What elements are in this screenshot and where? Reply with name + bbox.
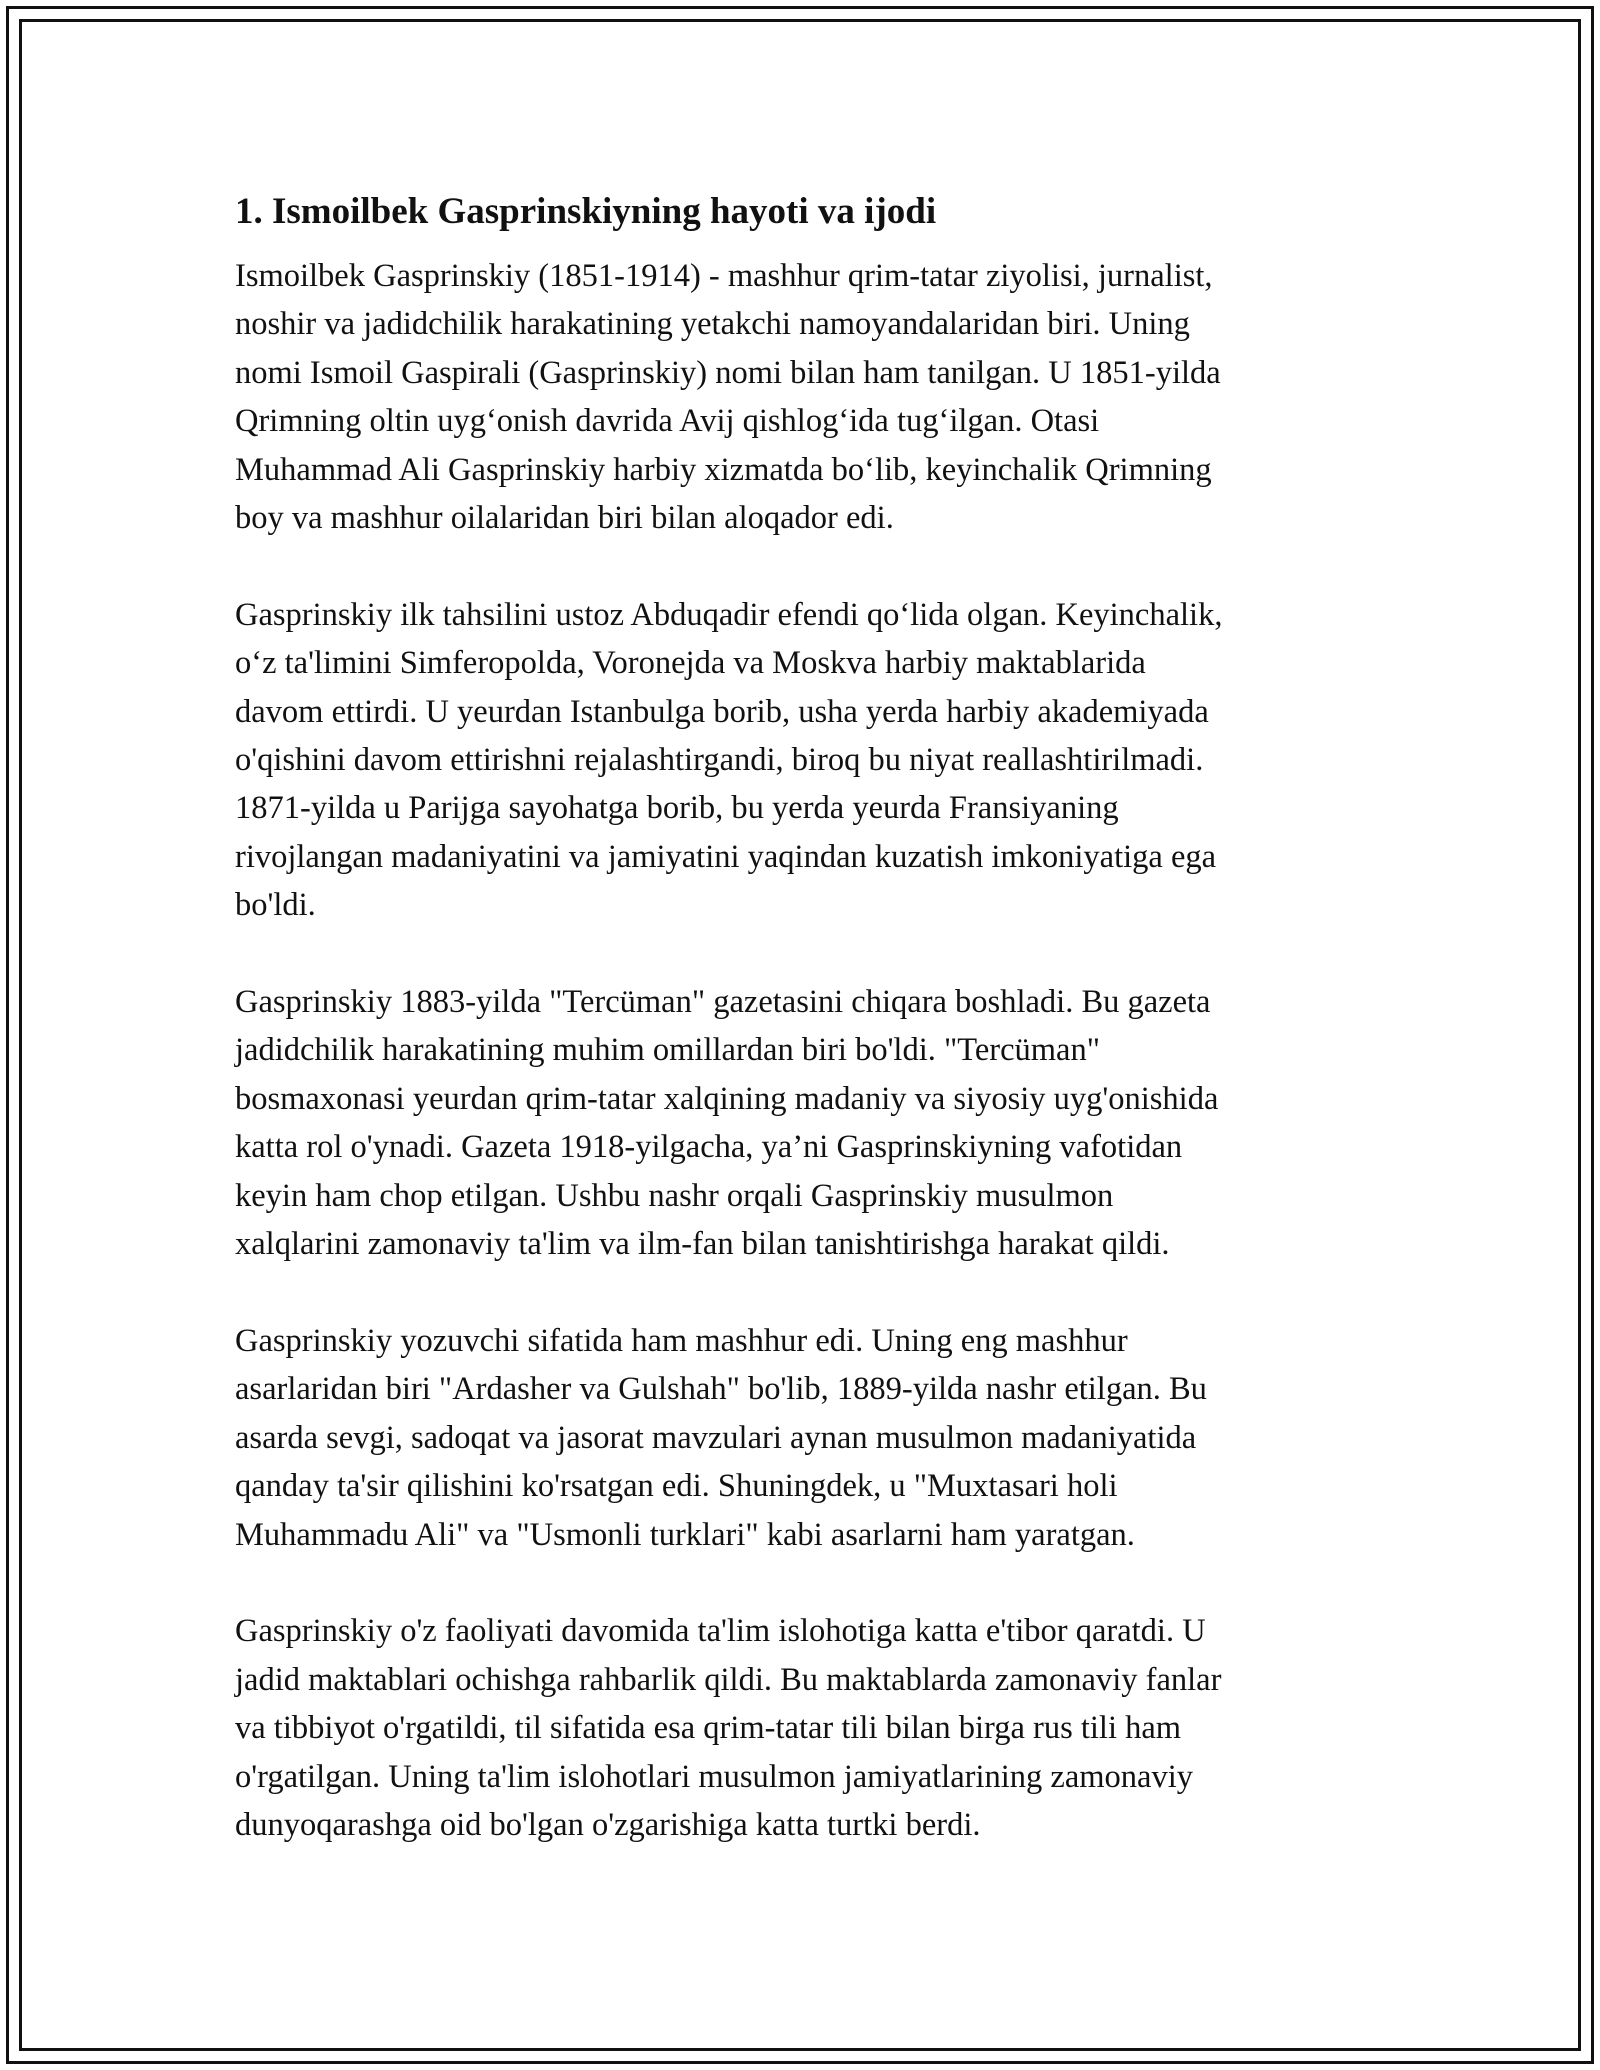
text-line: Gasprinskiy yozuvchi sifatida ham mashhur edi. Uning eng mashhur: [235, 1322, 1128, 1359]
text-line: rivojlangan madaniyatini va jamiyatini yaqindan kuzatish imkoniyatiga ega: [235, 838, 1217, 875]
paragraph-4: [235, 1317, 1355, 1559]
text-line: o‘z ta'limini Simferopolda, Voronejda va Moskva harbiy maktablarida: [235, 645, 1146, 682]
text-line: Muhammad Ali Gasprinskiy harbiy xizmatda bo‘lib, keyinchalik Qrimning: [235, 451, 1212, 488]
text-line: bo'ldi.: [235, 887, 316, 924]
text-line: boy va mashhur oilalaridan biri bilan aloqador edi.: [235, 500, 894, 537]
paragraph-2: [235, 591, 1355, 930]
text-line: va tibbiyot o'rgatildi, til sifatida esa qrim-tatar tili bilan birga rus tili ham: [235, 1710, 1182, 1747]
text-line: Gasprinskiy ilk tahsilini ustoz Abduqadir efendi qo‘lida olgan. Keyinchalik,: [235, 596, 1223, 633]
text-line: asarlaridan biri "Ardasher va Gulshah" bo'lib, 1889-yilda nashr etilgan. Bu: [235, 1371, 1207, 1408]
text-line: 1871-yilda u Parijga sayohatga borib, bu yerda yeurda Fransiyaning: [235, 790, 1119, 827]
text-line: jadid maktablari ochishga rahbarlik qildi. Bu maktablarda zamonaviy fanlar: [235, 1661, 1222, 1698]
text-line: asarda sevgi, sadoqat va jasorat mavzulari aynan musulmon madaniyatida: [235, 1419, 1197, 1456]
paragraph-5: [235, 1607, 1355, 1849]
text-line: bosmaxonasi yeurdan qrim-tatar xalqining madaniy va siyosiy uyg'onishida: [235, 1080, 1219, 1117]
document-title: 1. Ismoilbek Gasprinskiyning hayoti va ijodi: [235, 191, 937, 232]
text-line: nomi Ismoil Gaspirali (Gasprinskiy) nomi bilan ham tanilgan. U 1851-yilda: [235, 354, 1221, 391]
document-body: [235, 188, 1355, 1898]
text-line: Muhammadu Ali" va "Usmonli turklari" kabi asarlarni ham yaratgan.: [235, 1516, 1135, 1553]
text-line: Qrimning oltin uyg‘onish davrida Avij qishlog‘ida tug‘ilgan. Otasi: [235, 403, 1100, 440]
text-line: noshir va jadidchilik harakatining yetakchi namoyandalaridan biri. Uning: [235, 306, 1190, 343]
text-line: katta rol o'ynadi. Gazeta 1918-yilgacha, ya’ni Gasprinskiyning vafotidan: [235, 1129, 1183, 1166]
text-line: xalqlarini zamonaviy ta'lim va ilm-fan bilan tanishtirishga harakat qildi.: [235, 1226, 1170, 1263]
text-line: Gasprinskiy o'z faoliyati davomida ta'lim islohotiga katta e'tibor qaratdi. U: [235, 1613, 1206, 1650]
text-line: jadidchilik harakatining muhim omillardan biri bo'ldi. "Tercüman": [235, 1032, 1100, 1069]
text-line: keyin ham chop etilgan. Ushbu nashr orqali Gasprinskiy musulmon: [235, 1177, 1114, 1214]
text-line: Ismoilbek Gasprinskiy (1851-1914) - mashhur qrim-tatar ziyolisi, jurnalist,: [235, 258, 1213, 294]
paragraph-1: [235, 252, 1355, 542]
text-line: o'qishini davom ettirishni rejalashtirgandi, biroq bu niyat reallashtirilmadi.: [235, 742, 1204, 779]
paragraph-3: [235, 978, 1355, 1268]
text-line: qanday ta'sir qilishini ko'rsatgan edi. Shuningdek, u "Muxtasari holi: [235, 1468, 1118, 1505]
text-line: o'rgatilgan. Uning ta'lim islohotlari musulmon jamiyatlarining zamonaviy: [235, 1758, 1193, 1795]
text-line: davom ettirdi. U yeurdan Istanbulga borib, usha yerda harbiy akademiyada: [235, 693, 1209, 730]
text-line: dunyoqarashga oid bo'lgan o'zgarishiga katta turtki berdi.: [235, 1806, 981, 1843]
text-line: Gasprinskiy 1883-yilda "Tercüman" gazetasini chiqara boshladi. Bu gazeta: [235, 984, 1211, 1021]
